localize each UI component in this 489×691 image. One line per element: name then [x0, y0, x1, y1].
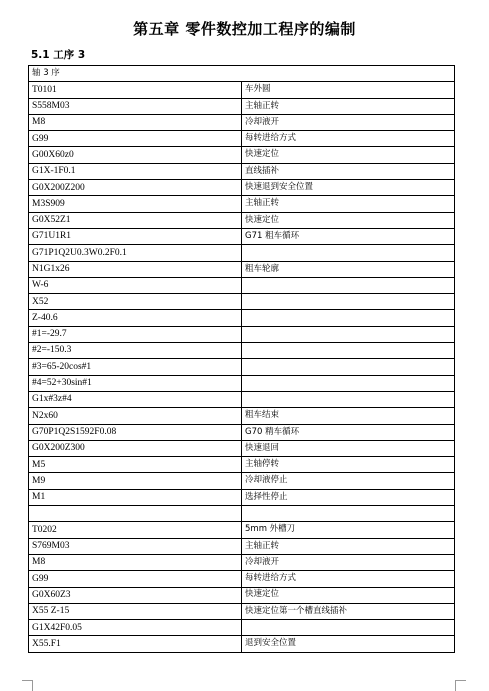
table-row [29, 343, 455, 359]
table-row [29, 440, 455, 456]
comment-cell: 快速退回 [242, 440, 455, 456]
comment-cell: 每转进给方式 [242, 571, 455, 587]
nc-code-cell: G0X60Z3 [29, 587, 242, 603]
table-row [29, 489, 455, 505]
table-row [29, 310, 455, 326]
comment-cell [242, 359, 455, 375]
nc-code-cell: G71U1R1 [29, 228, 242, 244]
table-row [29, 391, 455, 407]
comment-cell: 5mm 外槽刀 [242, 522, 455, 538]
table-row [29, 424, 455, 440]
nc-code-cell: G0X200Z300 [29, 440, 242, 456]
comment-cell: 主轴停转 [242, 457, 455, 473]
table-row [29, 82, 455, 98]
section-heading: 5.1 工序 3 [31, 49, 86, 61]
comment-cell: 主轴正转 [242, 538, 455, 554]
nc-code-cell: M3S909 [29, 196, 242, 212]
nc-code-cell: #4=52+30sin#1 [29, 375, 242, 391]
nc-code-cell: M1 [29, 489, 242, 505]
chapter-title: 第五章 零件数控加工程序的编制 [133, 20, 356, 38]
nc-code-cell: M9 [29, 473, 242, 489]
table-row [29, 538, 455, 554]
program-table [28, 65, 455, 653]
nc-code-cell: X55.F1 [29, 636, 242, 652]
nc-code-cell: Z-40.6 [29, 310, 242, 326]
table-row [29, 245, 455, 261]
table-row [29, 359, 455, 375]
table-row [29, 114, 455, 130]
nc-code-cell: N1G1x26 [29, 261, 242, 277]
comment-cell: 每转进给方式 [242, 131, 455, 147]
nc-code-cell: N2x60 [29, 408, 242, 424]
nc-code-cell: W-6 [29, 277, 242, 293]
table-row [29, 636, 455, 652]
comment-cell: 选择性停止 [242, 489, 455, 505]
table-row [29, 163, 455, 179]
comment-cell [242, 506, 455, 522]
comment-cell [242, 375, 455, 391]
comment-cell [242, 620, 455, 636]
nc-code-cell: G1X42F0.05 [29, 620, 242, 636]
table-row [29, 261, 455, 277]
nc-code-cell: X52 [29, 294, 242, 310]
table-row [29, 147, 455, 163]
nc-code-cell: T0202 [29, 522, 242, 538]
table-row [29, 375, 455, 391]
table-header-row [29, 66, 455, 82]
table-row [29, 408, 455, 424]
comment-cell: 快速定位 [242, 212, 455, 228]
table-row [29, 212, 455, 228]
nc-code-cell: G1x#3z#4 [29, 391, 242, 407]
comment-cell [242, 310, 455, 326]
table-row [29, 457, 455, 473]
table-row [29, 196, 455, 212]
nc-code-cell: M5 [29, 457, 242, 473]
nc-code-cell: X55 Z-15 [29, 603, 242, 619]
nc-code-cell: #1=-29.7 [29, 326, 242, 342]
nc-code-cell: G99 [29, 131, 242, 147]
table-row [29, 228, 455, 244]
nc-code-cell: #3=65-20cos#1 [29, 359, 242, 375]
nc-code-cell [29, 506, 242, 522]
table-row [29, 603, 455, 619]
table-row [29, 571, 455, 587]
comment-cell: 粗车结束 [242, 408, 455, 424]
comment-cell [242, 294, 455, 310]
comment-cell [242, 326, 455, 342]
comment-cell: 冷却液开 [242, 554, 455, 570]
nc-code-cell: S769M03 [29, 538, 242, 554]
table-row [29, 277, 455, 293]
nc-code-cell: S558M03 [29, 98, 242, 114]
comment-cell: G70 精车循环 [242, 424, 455, 440]
comment-cell [242, 391, 455, 407]
page-corner-mark-right [455, 680, 466, 691]
table-row [29, 294, 455, 310]
nc-code-cell: G70P1Q2S1592F0.08 [29, 424, 242, 440]
comment-cell: 快速定位第一个槽直线插补 [242, 603, 455, 619]
table-row [29, 506, 455, 522]
table-row [29, 326, 455, 342]
nc-code-cell: G0X200Z200 [29, 180, 242, 196]
comment-cell [242, 277, 455, 293]
comment-cell: 快速定位 [242, 147, 455, 163]
nc-code-cell: #2=-150.3 [29, 343, 242, 359]
nc-code-cell: G0X52Z1 [29, 212, 242, 228]
comment-cell: 冷却液停止 [242, 473, 455, 489]
comment-cell: 粗车轮廓 [242, 261, 455, 277]
comment-cell: 快速退到安全位置 [242, 180, 455, 196]
comment-cell: 车外圆 [242, 82, 455, 98]
page-corner-mark-left [22, 680, 33, 691]
comment-cell: G71 粗车循环 [242, 228, 455, 244]
comment-cell: 快速定位 [242, 587, 455, 603]
table-row [29, 131, 455, 147]
table-row [29, 587, 455, 603]
comment-cell: 主轴正转 [242, 98, 455, 114]
comment-cell [242, 343, 455, 359]
table-row [29, 180, 455, 196]
nc-code-cell: G71P1Q2U0.3W0.2F0.1 [29, 245, 242, 261]
table-row [29, 554, 455, 570]
nc-code-cell: G99 [29, 571, 242, 587]
table-row [29, 620, 455, 636]
nc-code-cell: G1X-1F0.1 [29, 163, 242, 179]
table-row [29, 98, 455, 114]
comment-cell: 退到安全位置 [242, 636, 455, 652]
nc-code-cell: G00X60z0 [29, 147, 242, 163]
nc-code-cell: T0101 [29, 82, 242, 98]
table-row [29, 522, 455, 538]
nc-code-cell: M8 [29, 114, 242, 130]
table-header-cell: 轴 3 序 [29, 66, 455, 82]
comment-cell: 直线插补 [242, 163, 455, 179]
comment-cell: 主轴正转 [242, 196, 455, 212]
comment-cell [242, 245, 455, 261]
comment-cell: 冷却液开 [242, 114, 455, 130]
table-row [29, 473, 455, 489]
nc-code-cell: M8 [29, 554, 242, 570]
